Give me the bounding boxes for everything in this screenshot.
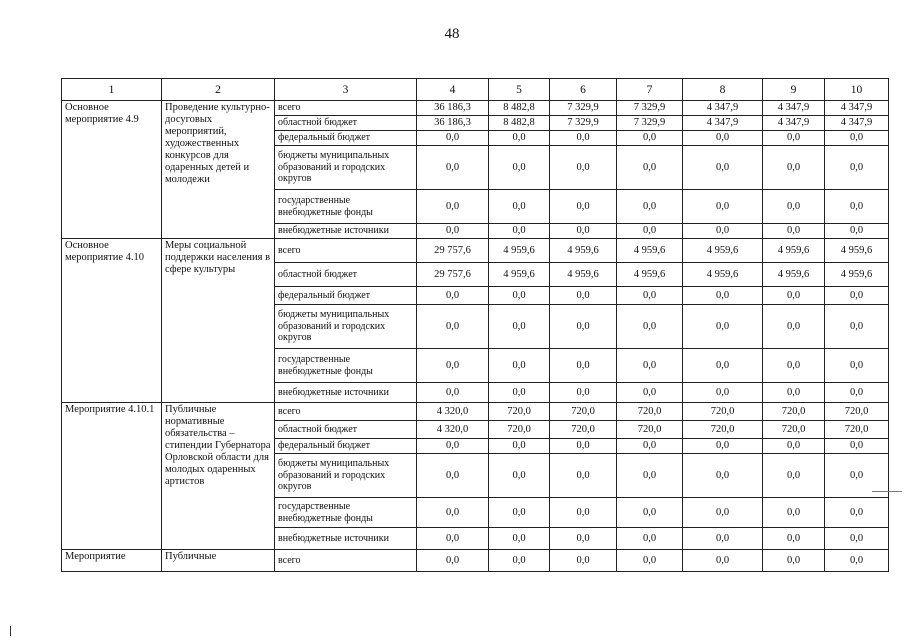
value-cell: 0,0 [617,190,683,224]
value-cell: 0,0 [825,383,889,403]
activity-cell: Основное мероприятие 4.10 [62,239,162,403]
funding-source-cell: областной бюджет [275,263,417,287]
value-cell: 0,0 [617,528,683,550]
value-cell: 0,0 [763,146,825,190]
value-cell: 4 959,6 [617,239,683,263]
value-cell: 720,0 [617,421,683,439]
scan-artifact [10,626,11,636]
value-cell: 0,0 [617,550,683,572]
column-header: 6 [550,79,617,101]
value-cell: 4 959,6 [550,239,617,263]
value-cell: 0,0 [683,454,763,498]
funding-source-cell: бюджеты муниципальных образований и городских округов [275,305,417,349]
value-cell: 0,0 [763,190,825,224]
value-cell: 4 959,6 [489,239,550,263]
value-cell: 0,0 [550,349,617,383]
description-cell: Меры социальной поддержки населения в сфере культуры [162,239,275,403]
value-cell: 0,0 [763,439,825,454]
value-cell: 0,0 [417,190,489,224]
value-cell: 0,0 [617,146,683,190]
value-cell: 8 482,8 [489,101,550,116]
value-cell: 0,0 [825,224,889,239]
funding-source-cell: государственные внебюджетные фонды [275,498,417,528]
value-cell: 720,0 [683,403,763,421]
value-cell: 0,0 [683,528,763,550]
value-cell: 720,0 [489,403,550,421]
value-cell: 0,0 [763,550,825,572]
value-cell: 4 347,9 [825,116,889,131]
value-cell: 0,0 [550,383,617,403]
header-row [62,79,889,101]
value-cell: 0,0 [683,287,763,305]
funding-source-cell: всего [275,550,417,572]
value-cell: 0,0 [683,131,763,146]
value-cell: 0,0 [683,439,763,454]
value-cell: 0,0 [617,287,683,305]
column-header: 2 [162,79,275,101]
description-cell: Публичные [162,550,275,572]
value-cell: 0,0 [550,190,617,224]
value-cell: 4 347,9 [825,101,889,116]
value-cell: 0,0 [763,287,825,305]
value-cell: 4 347,9 [683,101,763,116]
funding-source-cell: внебюджетные источники [275,383,417,403]
value-cell: 720,0 [763,421,825,439]
value-cell: 0,0 [489,305,550,349]
value-cell: 4 959,6 [825,263,889,287]
value-cell: 0,0 [550,498,617,528]
value-cell: 0,0 [550,131,617,146]
value-cell: 4 959,6 [825,239,889,263]
value-cell: 0,0 [417,287,489,305]
value-cell: 0,0 [825,287,889,305]
value-cell: 0,0 [489,287,550,305]
value-cell: 0,0 [617,349,683,383]
value-cell: 4 959,6 [763,263,825,287]
funding-source-cell: областной бюджет [275,421,417,439]
value-cell: 0,0 [550,550,617,572]
value-cell: 0,0 [825,131,889,146]
column-header: 3 [275,79,417,101]
value-cell: 36 186,3 [417,101,489,116]
value-cell: 0,0 [617,454,683,498]
value-cell: 720,0 [825,403,889,421]
value-cell: 0,0 [417,498,489,528]
value-cell: 0,0 [489,383,550,403]
value-cell: 0,0 [825,146,889,190]
column-header: 7 [617,79,683,101]
value-cell: 0,0 [417,349,489,383]
funding-source-cell: внебюджетные источники [275,528,417,550]
value-cell: 0,0 [763,528,825,550]
value-cell: 0,0 [683,383,763,403]
value-cell: 0,0 [683,305,763,349]
value-cell: 0,0 [489,528,550,550]
funding-source-cell: государственные внебюджетные фонды [275,190,417,224]
value-cell: 36 186,3 [417,116,489,131]
value-cell: 720,0 [683,421,763,439]
value-cell: 8 482,8 [489,116,550,131]
funding-source-cell: федеральный бюджет [275,131,417,146]
value-cell: 4 959,6 [683,239,763,263]
value-cell: 0,0 [825,349,889,383]
value-cell: 0,0 [550,528,617,550]
value-cell: 0,0 [550,146,617,190]
value-cell: 29 757,6 [417,263,489,287]
table-row [62,239,889,263]
description-cell: Публичные нормативные обязательства – стипендии Губернатора Орловской области для молодых одаренных артистов [162,403,275,550]
value-cell: 0,0 [417,528,489,550]
value-cell: 0,0 [489,498,550,528]
value-cell: 4 959,6 [617,263,683,287]
value-cell: 0,0 [417,439,489,454]
value-cell: 0,0 [417,383,489,403]
value-cell: 0,0 [550,305,617,349]
column-header: 8 [683,79,763,101]
value-cell: 0,0 [825,550,889,572]
scan-artifact [872,491,902,492]
value-cell: 0,0 [489,146,550,190]
value-cell: 0,0 [683,224,763,239]
value-cell: 0,0 [763,383,825,403]
value-cell: 4 959,6 [763,239,825,263]
value-cell: 720,0 [550,421,617,439]
value-cell: 0,0 [417,550,489,572]
value-cell: 7 329,9 [550,116,617,131]
value-cell: 0,0 [617,224,683,239]
value-cell: 0,0 [683,146,763,190]
value-cell: 0,0 [489,190,550,224]
value-cell: 0,0 [825,190,889,224]
column-header: 9 [763,79,825,101]
column-header: 5 [489,79,550,101]
value-cell: 720,0 [825,421,889,439]
value-cell: 7 329,9 [550,101,617,116]
value-cell: 0,0 [763,305,825,349]
value-cell: 0,0 [489,224,550,239]
value-cell: 4 959,6 [683,263,763,287]
funding-source-cell: областной бюджет [275,116,417,131]
value-cell: 0,0 [417,224,489,239]
value-cell: 0,0 [763,224,825,239]
value-cell: 0,0 [617,439,683,454]
value-cell: 0,0 [763,131,825,146]
value-cell: 0,0 [550,224,617,239]
value-cell: 0,0 [825,454,889,498]
value-cell: 7 329,9 [617,101,683,116]
funding-source-cell: федеральный бюджет [275,287,417,305]
value-cell: 0,0 [683,190,763,224]
value-cell: 0,0 [825,439,889,454]
value-cell: 0,0 [825,305,889,349]
column-header: 1 [62,79,162,101]
value-cell: 0,0 [683,498,763,528]
value-cell: 4 320,0 [417,403,489,421]
value-cell: 720,0 [763,403,825,421]
funding-source-cell: федеральный бюджет [275,439,417,454]
column-header: 10 [825,79,889,101]
value-cell: 0,0 [763,454,825,498]
column-header: 4 [417,79,489,101]
value-cell: 720,0 [550,403,617,421]
value-cell: 0,0 [489,439,550,454]
table-row [62,550,889,572]
funding-source-cell: всего [275,403,417,421]
description-cell: Проведение культурно-досуговых мероприятий, художественных конкурсов для одаренных детей и молодежи [162,101,275,239]
value-cell: 4 959,6 [550,263,617,287]
value-cell: 720,0 [617,403,683,421]
value-cell: 0,0 [683,349,763,383]
value-cell: 0,0 [489,550,550,572]
funding-source-cell: внебюджетные источники [275,224,417,239]
value-cell: 0,0 [763,349,825,383]
value-cell: 0,0 [489,454,550,498]
activity-cell: Мероприятие 4.10.1 [62,403,162,550]
value-cell: 0,0 [763,498,825,528]
value-cell: 0,0 [683,550,763,572]
value-cell: 4 959,6 [489,263,550,287]
value-cell: 4 347,9 [683,116,763,131]
funding-source-cell: всего [275,101,417,116]
value-cell: 0,0 [417,131,489,146]
funding-source-cell: бюджеты муниципальных образований и городских округов [275,454,417,498]
value-cell: 0,0 [489,349,550,383]
funding-source-cell: бюджеты муниципальных образований и городских округов [275,146,417,190]
value-cell: 0,0 [550,454,617,498]
value-cell: 0,0 [825,528,889,550]
funding-source-cell: всего [275,239,417,263]
funding-source-cell: государственные внебюджетные фонды [275,349,417,383]
value-cell: 7 329,9 [617,116,683,131]
value-cell: 4 347,9 [763,116,825,131]
value-cell: 0,0 [417,146,489,190]
table-row [62,403,889,421]
value-cell: 0,0 [550,287,617,305]
table-row [62,101,889,116]
activity-cell: Основное мероприятие 4.9 [62,101,162,239]
value-cell: 0,0 [617,131,683,146]
value-cell: 4 320,0 [417,421,489,439]
activity-cell: Мероприятие [62,550,162,572]
value-cell: 4 347,9 [763,101,825,116]
page-number: 48 [444,26,460,42]
budget-table [61,78,889,572]
value-cell: 0,0 [617,498,683,528]
value-cell: 720,0 [489,421,550,439]
value-cell: 0,0 [417,305,489,349]
value-cell: 29 757,6 [417,239,489,263]
value-cell: 0,0 [617,305,683,349]
value-cell: 0,0 [825,498,889,528]
value-cell: 0,0 [617,383,683,403]
value-cell: 0,0 [489,131,550,146]
value-cell: 0,0 [417,454,489,498]
value-cell: 0,0 [550,439,617,454]
